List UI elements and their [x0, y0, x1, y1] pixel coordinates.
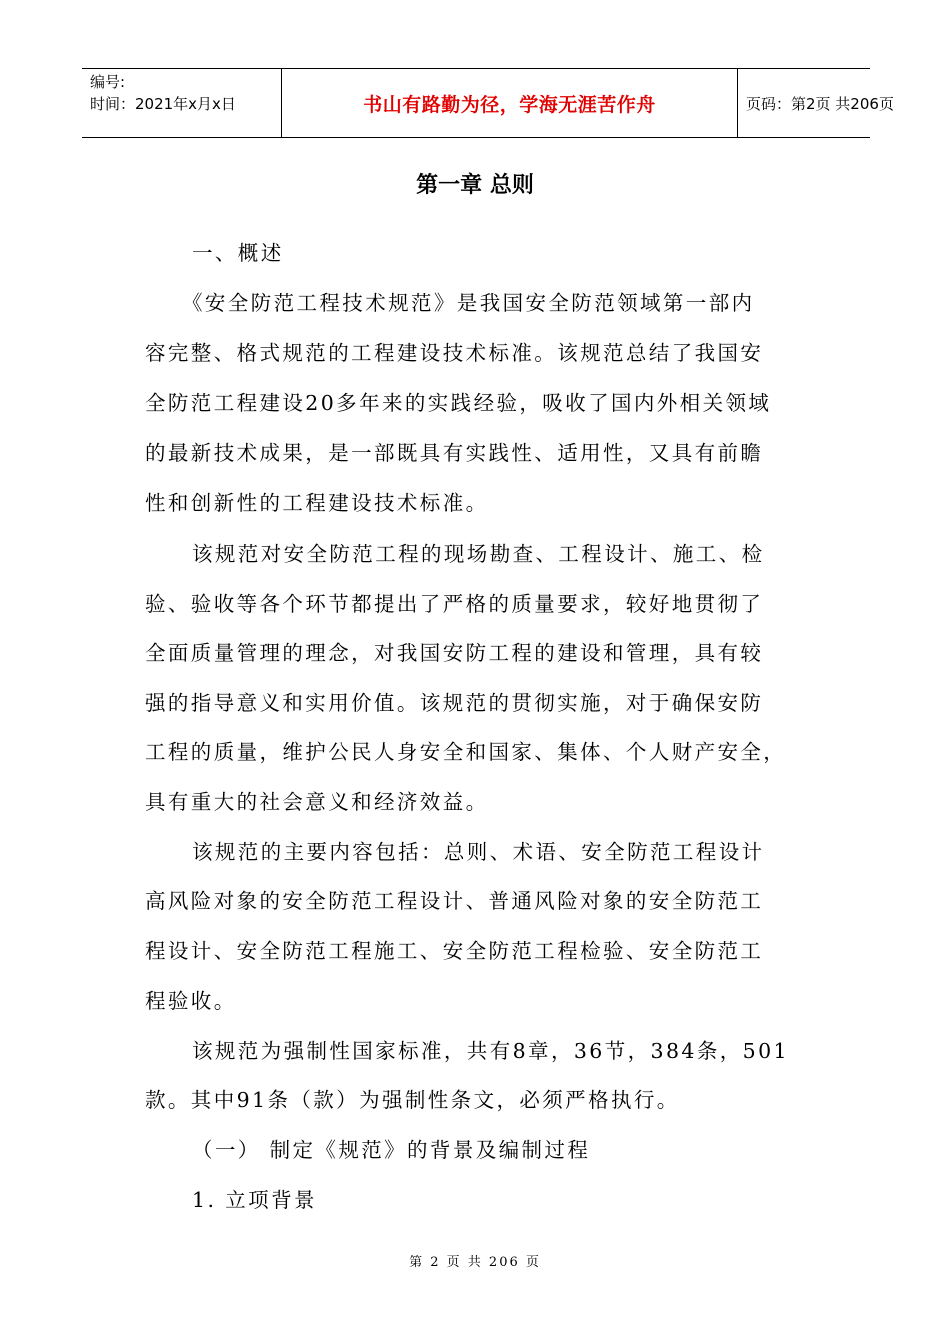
- paragraph-line: 的最新技术成果，是一部既具有实践性、适用性，又具有前瞻: [145, 441, 764, 465]
- paragraph-line: 全面质量管理的理念，对我国安防工程的建设和管理，具有较: [145, 641, 764, 665]
- paragraph-line: 具有重大的社会意义和经济效益。: [145, 790, 489, 814]
- paragraph-line: 款。其中91条（款）为强制性条文，必须严格执行。: [145, 1088, 680, 1112]
- chapter-title: 第一章 总则: [416, 173, 534, 198]
- paragraph-line: 该规范的主要内容包括：总则、术语、安全防范工程设计: [192, 840, 765, 864]
- paragraph-line: 程设计、安全防范工程施工、安全防范工程检验、安全防范工: [145, 939, 764, 963]
- header-motto-cell: [282, 69, 738, 137]
- paragraph-line: 《安全防范工程技术规范》是我国安全防范领域第一部内: [182, 291, 755, 315]
- header-page-cell: [738, 69, 894, 137]
- document-header: [82, 68, 894, 138]
- paragraph-line: 容完整、格式规范的工程建设技术标准。该规范总结了我国安: [145, 341, 764, 365]
- paragraph-line: 全防范工程建设20多年来的实践经验，吸收了国内外相关领域: [145, 391, 772, 415]
- page-footer: 第 2 页 共 206 页: [409, 1255, 541, 1270]
- paragraph-line: 强的指导意义和实用价值。该规范的贯彻实施，对于确保安防: [145, 691, 764, 715]
- paragraph-line: 验、验收等各个环节都提出了严格的质量要求，较好地贯彻了: [145, 592, 764, 616]
- number-label: 编号:: [90, 73, 126, 91]
- paragraph-line: 性和创新性的工程建设技术标准。: [145, 491, 489, 515]
- paragraph-line: 高风险对象的安全防范工程设计、普通风险对象的安全防范工: [145, 889, 764, 913]
- subsection-heading: 1. 立项背景: [192, 1188, 317, 1212]
- paragraph-line: 该规范对安全防范工程的现场勘查、工程设计、施工、检: [192, 542, 765, 566]
- motto-text: 书山有路勤为径，学海无涯苦作舟: [363, 93, 656, 116]
- section-heading: 一、概述: [192, 241, 284, 265]
- page-info: 页码：第2页 共206页: [746, 94, 894, 113]
- subsection-heading: （一） 制定《规范》的背景及编制过程: [192, 1138, 591, 1162]
- header-meta-cell: [82, 69, 282, 137]
- paragraph-line: 工程的质量，维护公民人身安全和国家、集体、个人财产安全，: [145, 740, 787, 764]
- paragraph-line: 该规范为强制性国家标准，共有8章，36节，384条，501: [192, 1039, 789, 1063]
- date-label: 时间：2021年x月x日: [90, 95, 236, 113]
- paragraph-line: 程验收。: [145, 989, 237, 1013]
